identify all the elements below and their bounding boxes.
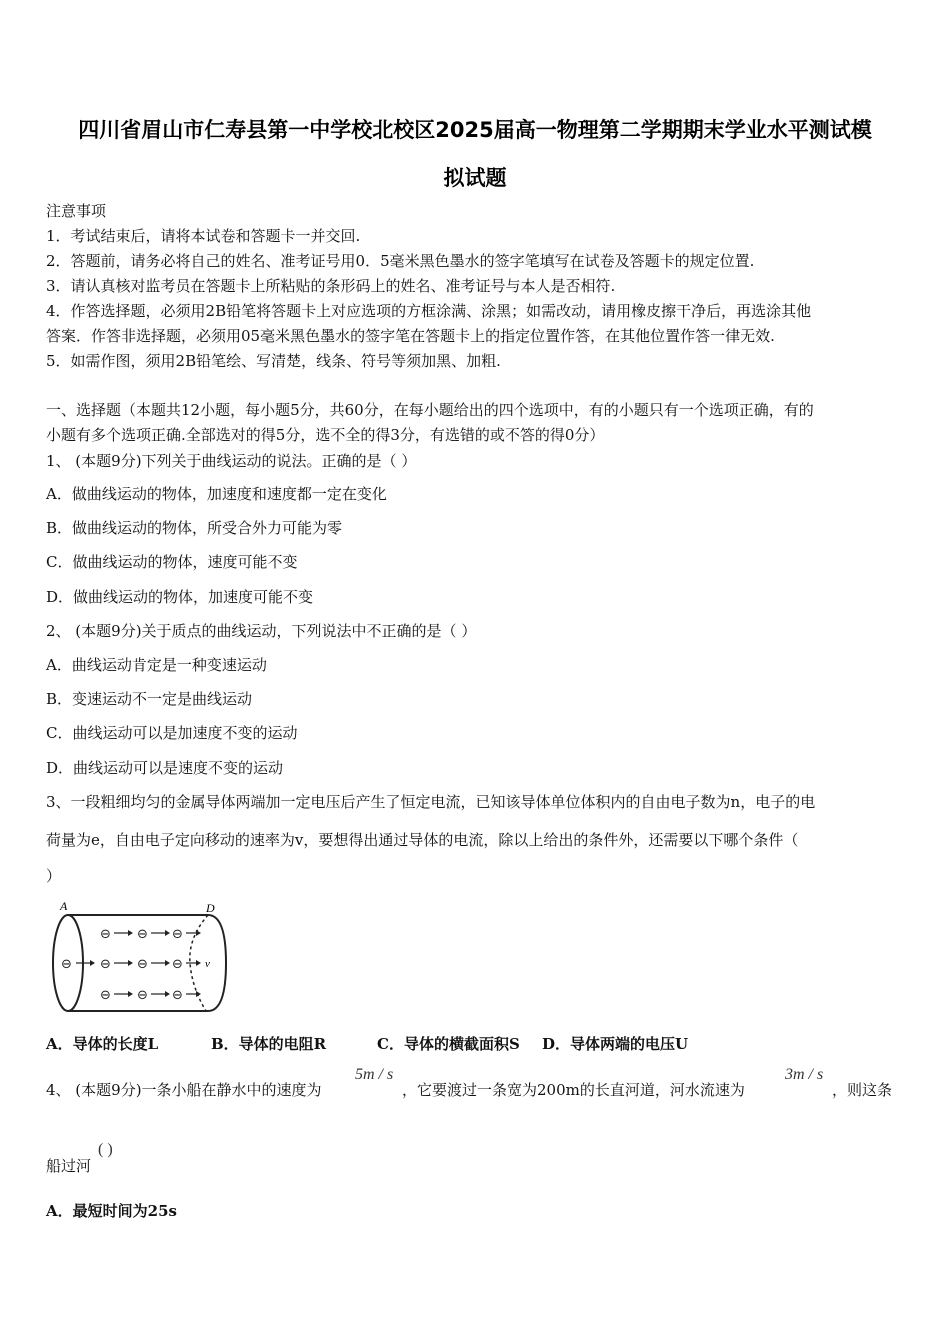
arrowhead	[165, 960, 170, 966]
right-end-arc	[208, 915, 226, 1011]
answer-parentheses: ( )	[98, 1141, 113, 1158]
section-heading-continued: 小题有多个选项正确.全部选对的得5分，选不全的得3分，有选错的或不答的得0分）	[46, 426, 605, 444]
notice-item: 5．如需作图，须用2B铅笔绘、写清楚，线条、符号等须加黑、加粗.	[46, 352, 501, 370]
electron: ⊖	[172, 927, 183, 942]
question-2-option-a: A．曲线运动肯定是一种变速运动	[46, 656, 267, 674]
arrowhead	[165, 991, 170, 997]
question-4-stem-part1: 4、 (本题9分)一条小船在静水中的速度为	[46, 1081, 322, 1099]
question-3-option-c: C．导体的横截面积S	[377, 1035, 520, 1053]
section-heading: 一、选择题（本题共12小题，每小题5分，共60分，在每小题给出的四个选项中，有的小题只有一个选项正确，有的	[46, 401, 814, 419]
electron: ⊖	[137, 927, 148, 942]
electron: ⊖	[100, 957, 111, 972]
question-2-option-c: C．曲线运动可以是加速度不变的运动	[46, 724, 298, 742]
page-title-continued: 拟试题	[443, 166, 507, 190]
question-2-option-d: D．曲线运动可以是速度不变的运动	[46, 759, 284, 777]
question-2-stem: 2、 (本题9分)关于质点的曲线运动，下列说法中不正确的是（ ）	[46, 622, 477, 640]
notice-item: 3．请认真核对监考员在答题卡上所粘贴的条形码上的姓名、准考证号与本人是否相符.	[46, 277, 616, 295]
question-4-stem-part2: ，它要渡过一条宽为200m的长直河道，河水流速为	[402, 1081, 745, 1099]
question-1-option-d: D．做曲线运动的物体，加速度可能不变	[46, 588, 314, 606]
electron: ⊖	[61, 957, 72, 972]
question-1-option-c: C．做曲线运动的物体，速度可能不变	[46, 553, 298, 571]
question-3-option-a: A．导体的长度L	[46, 1035, 159, 1053]
question-1-stem: 1、 (本题9分)下列关于曲线运动的说法。正确的是（ ）	[46, 452, 417, 470]
question-3-stem-end: ）	[46, 867, 62, 885]
arrowhead	[128, 930, 133, 936]
page-title: 四川省眉山市仁寿县第一中学校北校区2025届高一物理第二学期期末学业水平测试模	[78, 118, 872, 142]
arrowhead	[128, 991, 133, 997]
label-v: v	[205, 958, 210, 970]
electron: ⊖	[100, 988, 111, 1003]
notice-item: 2．答题前，请务必将自己的姓名、准考证号用0．5毫米黑色墨水的签字笔填写在试卷及答题卡的规定位置.	[46, 252, 755, 270]
arrowhead	[196, 930, 201, 936]
notice-item: 答案．作答非选择题，必须用05毫米黑色墨水的签字笔在答题卡上的指定位置作答，在其他位置作答一律无效.	[46, 327, 775, 345]
notice-heading: 注意事项	[46, 202, 107, 220]
question-1-option-a: A．做曲线运动的物体，加速度和速度都一定在变化	[46, 485, 387, 503]
electron: ⊖	[100, 927, 111, 942]
water-speed: 3m / s	[785, 1066, 824, 1083]
arrowhead	[165, 930, 170, 936]
question-3-stem-continued: 荷量为e，自由电子定向移动的速率为v，要想得出通过导体的电流，除以上给出的条件外，还需要以下哪个条件（	[46, 831, 799, 849]
question-1-option-b: B．做曲线运动的物体，所受合外力可能为零	[46, 519, 343, 537]
electron: ⊖	[172, 988, 183, 1003]
label-a: A	[60, 899, 68, 913]
question-4-stem-part3: ，则这条	[832, 1081, 893, 1099]
question-3-stem: 3、一段粗细均匀的金属导体两端加一定电压后产生了恒定电流，已知该导体单位体积内的自由电子数为n，电子的电	[46, 793, 816, 811]
notice-item: 4．作答选择题，必须用2B铅笔将答题卡上对应选项的方框涂满、涂黑；如需改动，请用橡皮擦干净后，再选涂其他	[46, 302, 812, 320]
question-4-stem-line2: 船过河	[46, 1157, 92, 1175]
notice-item: 1．考试结束后，请将本试卷和答题卡一并交回.	[46, 227, 361, 245]
arrowhead	[196, 960, 201, 966]
arrowhead	[128, 960, 133, 966]
electron: ⊖	[137, 988, 148, 1003]
arrowhead	[90, 960, 95, 966]
question-2-option-b: B．变速运动不一定是曲线运动	[46, 690, 253, 708]
electron: ⊖	[172, 957, 183, 972]
conductor-figure	[48, 898, 238, 1018]
boat-speed: 5m / s	[355, 1066, 394, 1083]
label-d: D	[206, 901, 215, 915]
question-4-option-a: A．最短时间为25s	[46, 1202, 177, 1220]
electron: ⊖	[137, 957, 148, 972]
conductor-diagram	[48, 898, 238, 1022]
question-3-option-b: B．导体的电阻R	[211, 1035, 327, 1053]
question-3-option-d: D．导体两端的电压U	[542, 1035, 689, 1053]
